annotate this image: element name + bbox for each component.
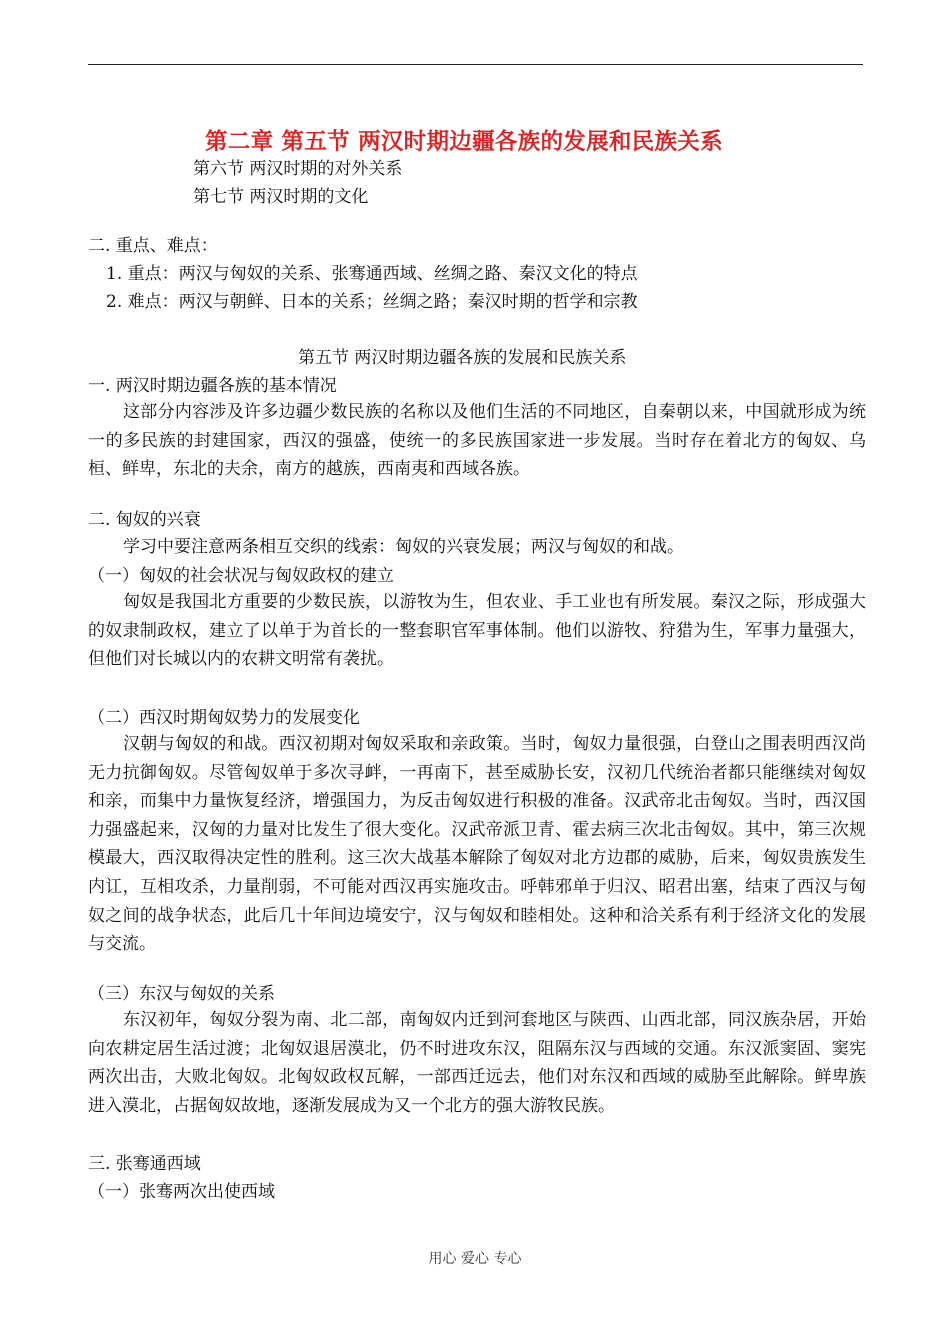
part3-heading: 三. 张骞通西域	[88, 1154, 201, 1174]
part2-intro: 学习中要注意两条相互交织的线索：匈奴的兴衰发展；两汉与匈奴的和战。	[123, 537, 684, 557]
subtitle-section7: 第七节 两汉时期的文化	[193, 187, 369, 207]
key-point-item: 1. 重点：两汉与匈奴的关系、张骞通西域、丝绸之路、秦汉文化的特点	[106, 264, 638, 284]
document-title: 第二章 第五节 两汉时期边疆各族的发展和民族关系	[205, 129, 723, 155]
subsection-heading: （二）西汉时期匈奴势力的发展变化	[88, 708, 360, 728]
subsection-paragraph: 匈奴是我国北方重要的少数民族，以游牧为生，但农业、手工业也有所发展。秦汉之际，形成强大的奴隶制政权，建立了以单于为首长的一整套职官军事体制。他们以游牧、狩猎为生，军事力量强大，但他们对长城以内的农耕文明常有袭扰。	[88, 592, 866, 670]
header-rule	[88, 64, 863, 65]
part1-paragraph: 这部分内容涉及许多边疆少数民族的名称以及他们生活的不同地区，自秦朝以来，中国就形成为统一的多民族的封建国家，西汉的强盛，使统一的多民族国家进一步发展。当时存在着北方的匈奴、乌桓、鲜卑，东北的夫余，南方的越族，西南夷和西域各族。	[88, 402, 866, 480]
difficult-point-item: 2. 难点：两汉与朝鲜、日本的关系；丝绸之路；秦汉时期的哲学和宗教	[106, 292, 638, 312]
subsection-paragraph: 汉朝与匈奴的和战。西汉初期对匈奴采取和亲政策。当时，匈奴力量很强，白登山之围表明西汉尚无力抗御匈奴。尽管匈奴单于多次寻衅，一再南下，甚至威胁长安，汉初几代统治者都只能继续对匈奴和亲，而集中力量恢复经济，增强国力，为反击匈奴进行积极的准备。汉武帝北击匈奴。当时，西汉国力强盛起来，汉匈的力量对比发生了很大变化。汉武帝派卫青、霍去病三次北击匈奴。其中，第三次规模最大，西汉取得决定性的胜利。这三次大战基本解除了匈奴对北方边郡的威胁，后来，匈奴贵族发生内讧，互相攻杀，力量削弱，不可能对西汉再实施攻击。呼韩邪单于归汉、昭君出塞，结束了西汉与匈奴之间的战争状态，此后几十年间边境安宁，汉与匈奴和睦相处。这种和洽关系有利于经济文化的发展与交流。	[88, 734, 866, 955]
section-title: 第五节 两汉时期边疆各族的发展和民族关系	[298, 348, 627, 368]
subsection-paragraph: 东汉初年，匈奴分裂为南、北二部，南匈奴内迁到河套地区与陕西、山西北部，同汉族杂居，开始向农耕定居生活过渡；北匈奴退居漠北，仍不时进攻东汉，阻隔东汉与西域的交通。东汉派窦固、窦宪两次出击，大败北匈奴。北匈奴政权瓦解，一部西迁远去，他们对东汉和西域的威胁至此解除。鲜卑族进入漠北，占据匈奴故地，逐渐发展成为又一个北方的强大游牧民族。	[88, 1010, 866, 1116]
subtitle-section6: 第六节 两汉时期的对外关系	[193, 159, 403, 179]
subsection-heading: （一）张骞两次出使西域	[88, 1182, 275, 1202]
subsection-heading: （一）匈奴的社会状况与匈奴政权的建立	[88, 566, 394, 586]
part1-heading: 一. 两汉时期边疆各族的基本情况	[88, 376, 337, 396]
subsection-heading: （三）东汉与匈奴的关系	[88, 984, 275, 1004]
key-points-heading: 二. 重点、难点：	[88, 236, 218, 256]
page-footer: 用心 爱心 专心	[428, 1251, 522, 1267]
part2-heading: 二. 匈奴的兴衰	[88, 510, 201, 530]
